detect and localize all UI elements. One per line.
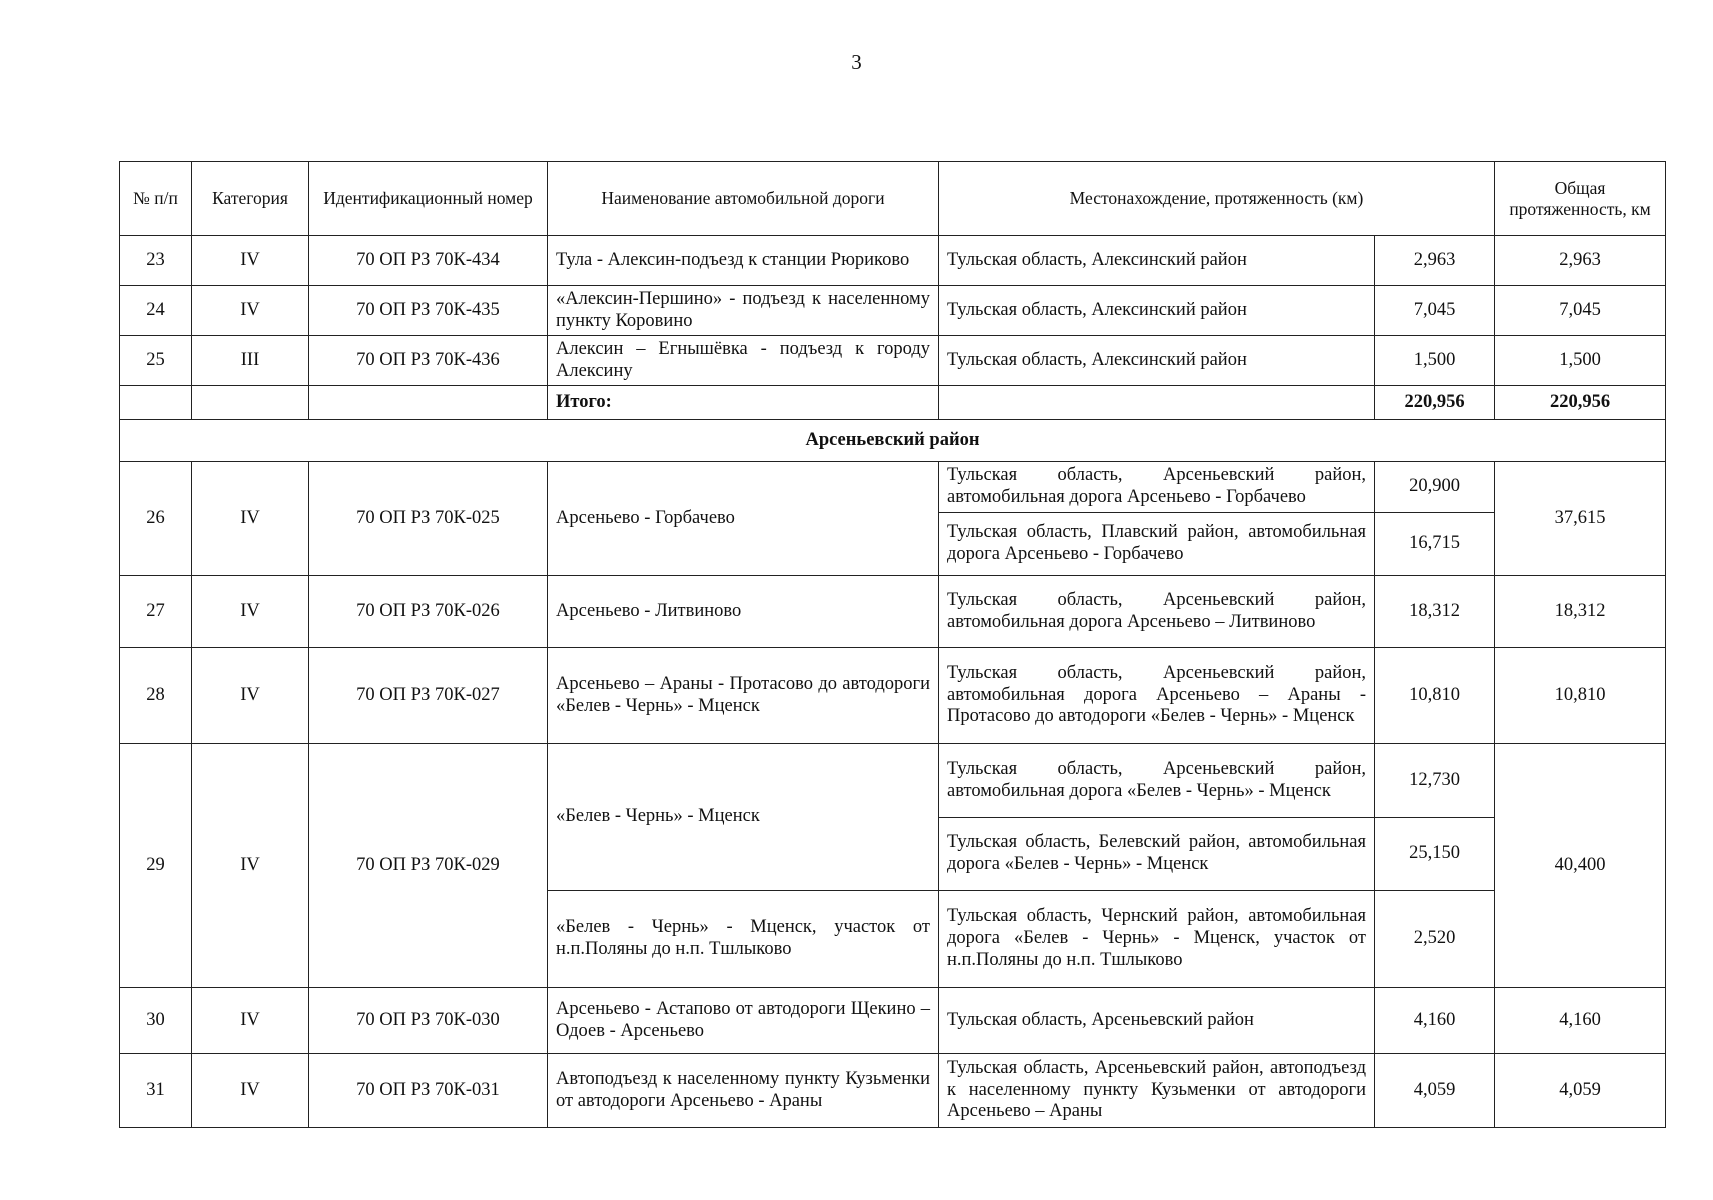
row-id: 70 ОП РЗ 70К-026: [309, 576, 548, 648]
row-id: 70 ОП РЗ 70К-025: [309, 462, 548, 576]
row-num: 25: [120, 336, 192, 386]
row-location: Тульская область, Арсеньевский район, автомобильная дорога Арсеньево - Горбачево: [939, 462, 1375, 513]
row-location: Тульская область, Арсеньевский район: [939, 988, 1375, 1054]
roads-table: [119, 161, 1666, 1128]
row-num: 24: [120, 286, 192, 336]
row-length: 2,963: [1375, 236, 1495, 286]
header-name: Наименование автомобильной дороги: [548, 162, 939, 236]
row-length: 1,500: [1375, 336, 1495, 386]
header-category: Категория: [192, 162, 309, 236]
row-category: IV: [192, 648, 309, 744]
row-length: 20,900: [1375, 462, 1495, 513]
total-length: 220,956: [1375, 386, 1495, 420]
row-category: IV: [192, 988, 309, 1054]
page-number: 3: [851, 50, 862, 74]
row-location: Тульская область, Арсеньевский район, автомобильная дорога Арсеньево – Араны - Протасово до автодороги «Белев - Чернь» - Мценск: [939, 648, 1375, 744]
row-id: 70 ОП РЗ 70К-027: [309, 648, 548, 744]
header-id: Идентификационный номер: [309, 162, 548, 236]
header-num: № п/п: [120, 162, 192, 236]
row-name: Автоподъезд к населенному пункту Кузьменки от автодороги Арсеньево - Араны: [548, 1054, 939, 1128]
row-category: IV: [192, 576, 309, 648]
row-length: 2,520: [1375, 891, 1495, 988]
row-name: Арсеньево - Горбачево: [548, 462, 939, 576]
row-id: 70 ОП РЗ 70К-031: [309, 1054, 548, 1128]
table-row: [120, 462, 1666, 513]
row-category: IV: [192, 236, 309, 286]
row-length: 18,312: [1375, 576, 1495, 648]
table-row: [120, 744, 1666, 818]
row-id: 70 ОП РЗ 70К-029: [309, 744, 548, 988]
table-row: [120, 1054, 1666, 1128]
row-num: 31: [120, 1054, 192, 1128]
row-location: Тульская область, Чернский район, автомобильная дорога «Белев - Чернь» - Мценск, участок от н.п.Поляны до н.п. Тшлыково: [939, 891, 1375, 988]
row-name: Алексин – Егнышёвка - подъезд к городу Алексину: [548, 336, 939, 386]
row-location: Тульская область, Алексинский район: [939, 286, 1375, 336]
table-row: [120, 286, 1666, 336]
row-location: Тульская область, Белевский район, автомобильная дорога «Белев - Чернь» - Мценск: [939, 818, 1375, 891]
section-title: Арсеньевский район: [120, 420, 1666, 462]
row-location: Тульская область, Алексинский район: [939, 236, 1375, 286]
row-num: 29: [120, 744, 192, 988]
row-location: Тульская область, Арсеньевский район, автомобильная дорога Арсеньево – Литвиново: [939, 576, 1375, 648]
row-length: 4,059: [1375, 1054, 1495, 1128]
row-total: 1,500: [1495, 336, 1666, 386]
row-name: Тула - Алексин-подъезд к станции Рюриково: [548, 236, 939, 286]
table-header-row: [120, 162, 1666, 236]
row-id: 70 ОП РЗ 70К-435: [309, 286, 548, 336]
row-total: 7,045: [1495, 286, 1666, 336]
row-category: IV: [192, 744, 309, 988]
total-label: Итого:: [548, 386, 939, 420]
row-location: Тульская область, Плавский район, автомобильная дорога Арсеньево - Горбачево: [939, 513, 1375, 576]
row-length: 4,160: [1375, 988, 1495, 1054]
row-length: 25,150: [1375, 818, 1495, 891]
row-total: 4,160: [1495, 988, 1666, 1054]
row-category: III: [192, 336, 309, 386]
row-name: Арсеньево - Литвиново: [548, 576, 939, 648]
row-name: «Алексин-Першино» - подъезд к населенному пункту Коровино: [548, 286, 939, 336]
row-length: 16,715: [1375, 513, 1495, 576]
row-length: 7,045: [1375, 286, 1495, 336]
row-total: 10,810: [1495, 648, 1666, 744]
row-total: 4,059: [1495, 1054, 1666, 1128]
row-total: 18,312: [1495, 576, 1666, 648]
row-name: «Белев - Чернь» - Мценск, участок от н.п.Поляны до н.п. Тшлыково: [548, 891, 939, 988]
row-category: IV: [192, 462, 309, 576]
row-location: Тульская область, Арсеньевский район, автомобильная дорога «Белев - Чернь» - Мценск: [939, 744, 1375, 818]
row-num: 27: [120, 576, 192, 648]
row-category: IV: [192, 1054, 309, 1128]
row-num: 23: [120, 236, 192, 286]
table-row: [120, 576, 1666, 648]
total-sum: 220,956: [1495, 386, 1666, 420]
total-row: [120, 386, 1666, 420]
header-location: Местонахождение, протяженность (км): [939, 162, 1495, 236]
row-total: 37,615: [1495, 462, 1666, 576]
row-total: 40,400: [1495, 744, 1666, 988]
row-id: 70 ОП РЗ 70К-030: [309, 988, 548, 1054]
section-row: [120, 420, 1666, 462]
table-row: [120, 336, 1666, 386]
table-row: [120, 236, 1666, 286]
row-num: 26: [120, 462, 192, 576]
row-id: 70 ОП РЗ 70К-434: [309, 236, 548, 286]
table-row: [120, 648, 1666, 744]
row-name: Арсеньево – Араны - Протасово до автодороги «Белев - Чернь» - Мценск: [548, 648, 939, 744]
row-name: «Белев - Чернь» - Мценск: [548, 744, 939, 891]
row-name: Арсеньево - Астапово от автодороги Щекино – Одоев - Арсеньево: [548, 988, 939, 1054]
row-id: 70 ОП РЗ 70К-436: [309, 336, 548, 386]
row-category: IV: [192, 286, 309, 336]
row-location: Тульская область, Алексинский район: [939, 336, 1375, 386]
row-num: 30: [120, 988, 192, 1054]
header-total: Общая протяженность, км: [1495, 162, 1666, 236]
row-num: 28: [120, 648, 192, 744]
row-length: 12,730: [1375, 744, 1495, 818]
table-row: [120, 988, 1666, 1054]
row-total: 2,963: [1495, 236, 1666, 286]
row-length: 10,810: [1375, 648, 1495, 744]
row-location: Тульская область, Арсеньевский район, автоподъезд к населенному пункту Кузьменки от автодороги Арсеньево – Араны: [939, 1054, 1375, 1128]
